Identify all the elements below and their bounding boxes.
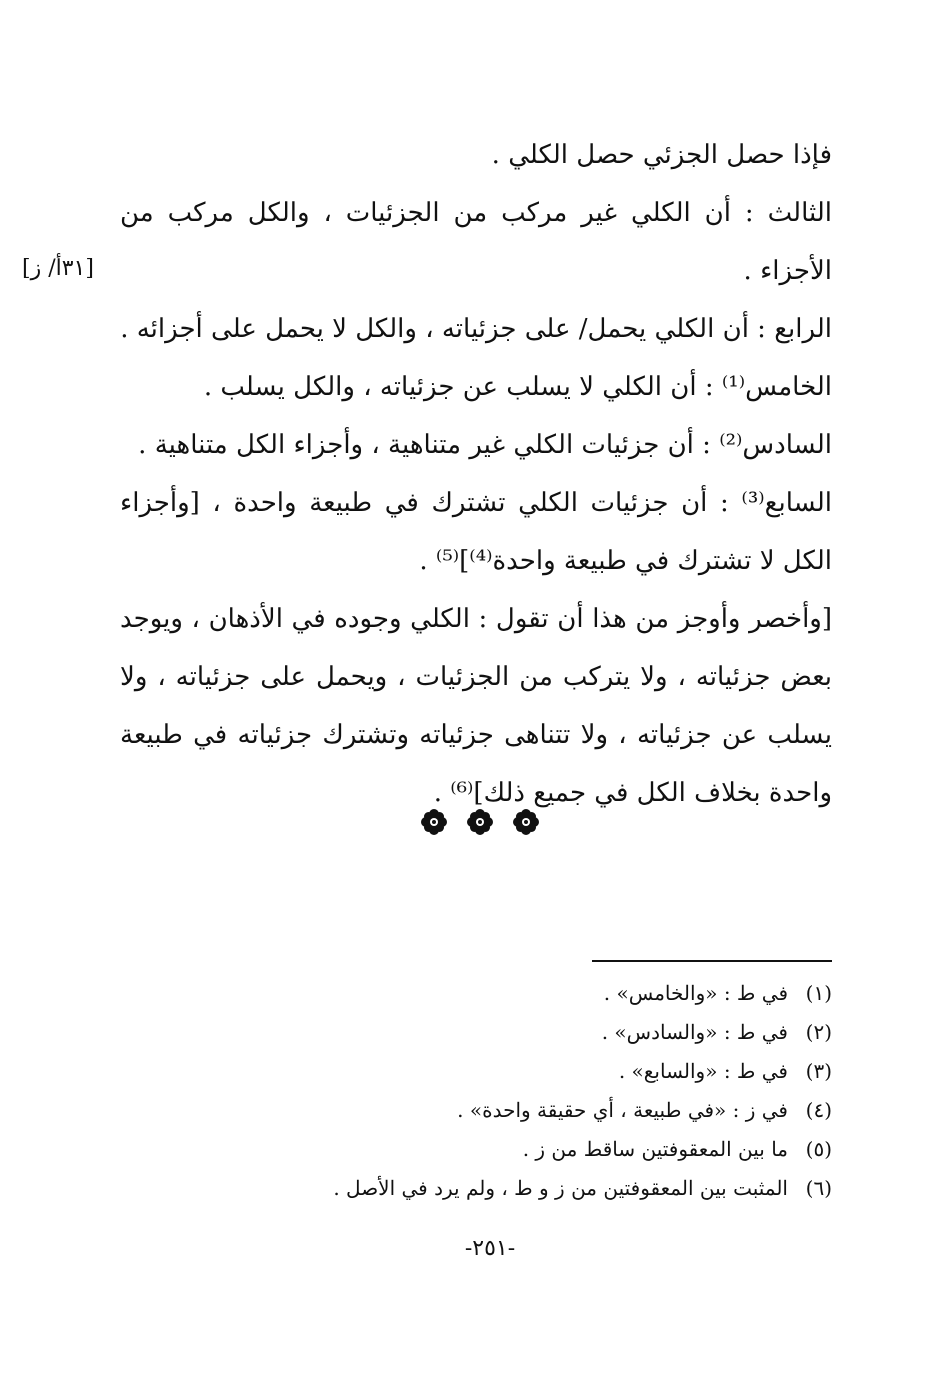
footnote-number: (٤) [805,1098,832,1122]
paragraph-5: السادس⁽²⁾ : أن جزئيات الكلي غير متناهية ، وأجزاء الكل متناهية . [138,430,832,460]
paragraph-7: [وأخصر وأوجز من هذا أن تقول : الكلي وجوده في الأذهان ، ويوجد بعض جزئياته ، ولا يتركب من الجزئيات ، ويحمل على جزئياته ، ولا يسلب عن جزئياته ، ولا تتناهى جزئياته وتشترك جزئياته في طبيعة واحدة بخلاف الكل في جميع ذلك]⁽⁶⁾ . [120,604,832,808]
flower-ornament-icon [512,808,540,836]
flower-ornament-icon [466,808,494,836]
page-number: -٢٥١- [464,1236,516,1261]
footnote-number: (١) [805,981,832,1005]
flower-ornament-icon [420,808,448,836]
footnote-5 [232,1130,832,1169]
footnote-text: في ط : «والسابع» . [618,1059,788,1083]
paragraph-4: الخامس⁽¹⁾ : أن الكلي لا يسلب عن جزئياته ، والكل يسلب . [203,372,832,402]
footnotes [232,974,832,1208]
main-text [120,126,832,822]
footnote-text: في ز : «في طبيعة ، أي حقيقة واحدة» . [457,1098,788,1122]
footnote-number: (٥) [805,1137,832,1161]
footnote-3 [232,1052,832,1091]
footnote-number: (٢) [805,1020,832,1044]
folio-marker: [٣١أ/ ز] [22,256,94,281]
footnote-number: (٣) [805,1059,832,1083]
paragraph-2: الثالث : أن الكلي غير مركب من الجزئيات ، والكل مركب من الأجزاء . [120,198,832,286]
paragraph-6: السابع⁽³⁾ : أن جزئيات الكلي تشترك في طبيعة واحدة ، [وأجزاء الكل لا تشترك في طبيعة واحدة⁽⁴⁾]⁽⁵⁾ . [120,488,832,576]
paragraph-1: فإذا حصل الجزئي حصل الكلي . [491,140,832,170]
footnote-1 [232,974,832,1013]
footnote-text: المثبت بين المعقوفتين من ز و ط ، ولم يرد في الأصل . [333,1176,788,1200]
footnote-4 [232,1091,832,1130]
footnote-text: في ط : «والخامس» . [603,981,788,1005]
footnote-text: ما بين المعقوفتين ساقط من ز . [522,1137,788,1161]
footnote-2 [232,1013,832,1052]
footnote-number: (٦) [805,1176,832,1200]
footnote-6 [232,1169,832,1208]
footnote-text: في ط : «والسادس» . [601,1020,788,1044]
section-ornament [420,804,540,840]
footnote-divider [592,960,832,962]
paragraph-3: الرابع : أن الكلي يحمل/ على جزئياته ، والكل لا يحمل على أجزائه . [120,314,832,344]
